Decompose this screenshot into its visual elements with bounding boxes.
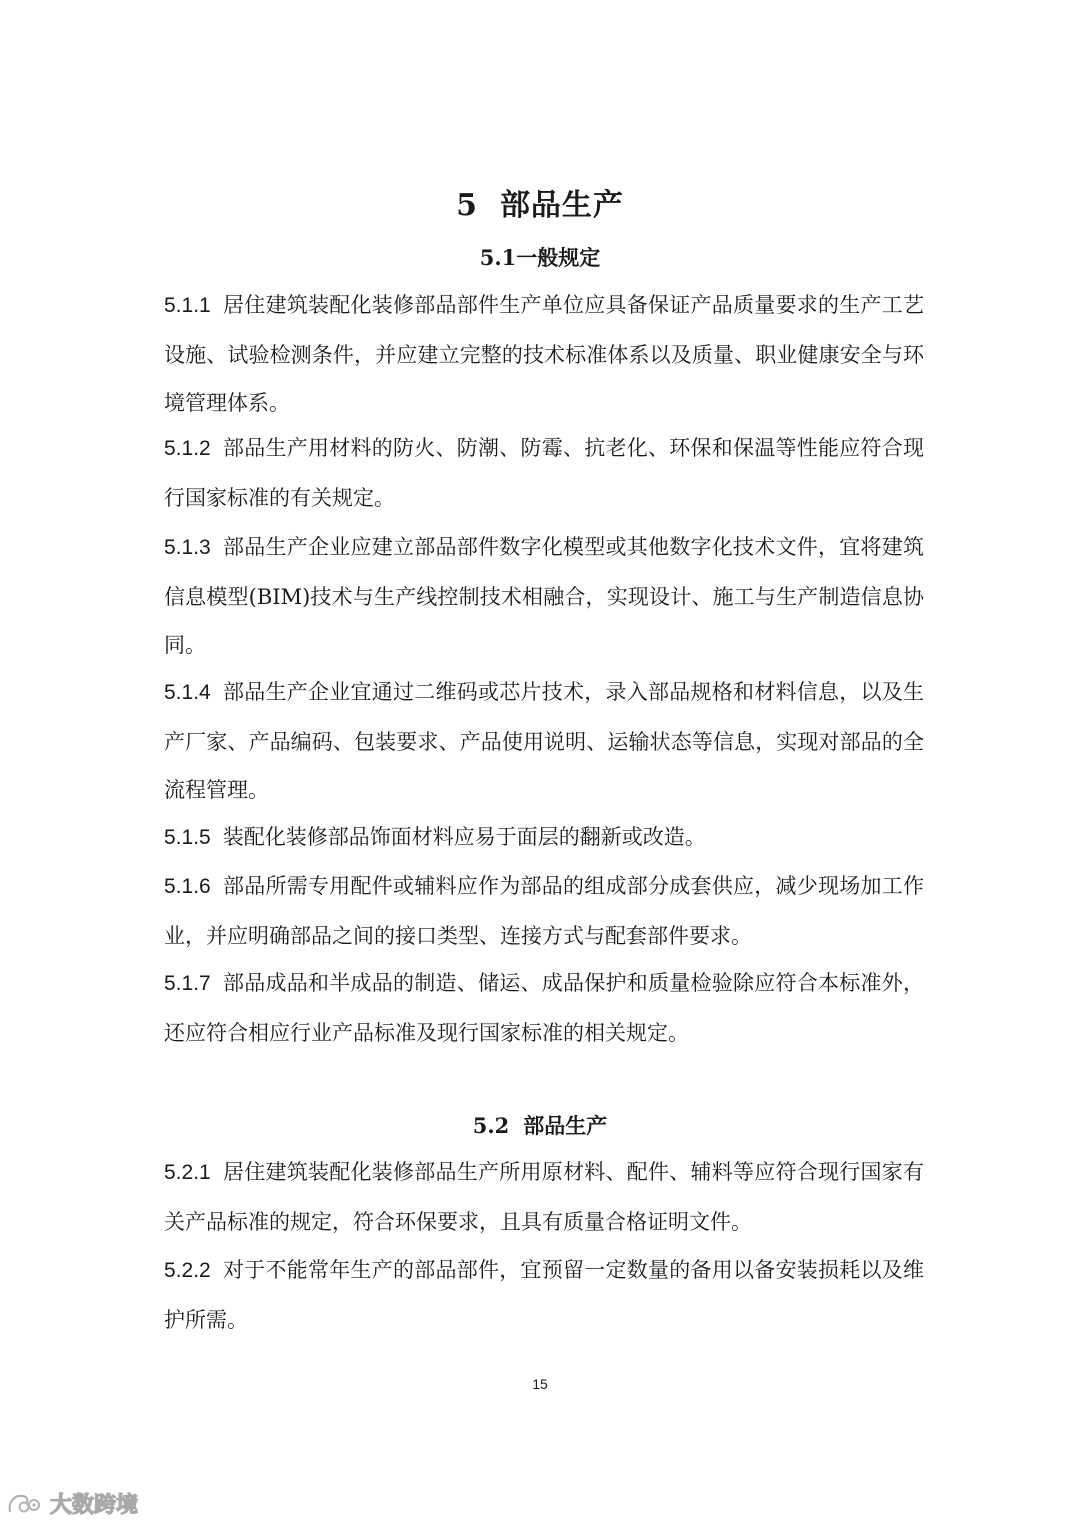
chapter-title [0, 180, 1080, 224]
clause-number: 5.1.6 [164, 875, 211, 898]
chapter-number: 5 [456, 188, 478, 223]
clause-text: 对于不能常年生产的部品部件，宜预留一定数量的备用以备安装损耗以及维护所需。 [164, 1258, 924, 1332]
clause-5-1-7 [164, 959, 924, 1057]
section-number: 5.1 [479, 245, 517, 270]
clause-number: 5.1.1 [164, 294, 211, 317]
clause-5-2-1 [164, 1148, 924, 1246]
clause-text: 部品生产企业应建立部品部件数字化模型或其他数字化技术文件，宜将建筑信息模型(BIM)技术与生产线控制技术相融合，实现设计、施工与生产制造信息协同。 [164, 535, 924, 657]
watermark-text: 大数跨境 [50, 1493, 139, 1518]
clause-text: 居住建筑装配化装修部品部件生产单位应具备保证产品质量要求的生产工艺设施、试验检测条件，并应建立完整的技术标准体系以及质量、职业健康安全与环境管理体系。 [164, 293, 924, 415]
clause-5-1-5 [164, 813, 924, 863]
clause-number: 5.1.7 [164, 972, 211, 995]
clause-number: 5.1.2 [164, 437, 211, 460]
clause-text: 部品成品和半成品的制造、储运、成品保护和质量检验除应符合本标准外，还应符合相应行业产品标准及现行国家标准的相关规定。 [164, 971, 924, 1045]
clause-5-1-2 [164, 424, 924, 522]
watermark [6, 1488, 138, 1519]
page-number: 15 [532, 1376, 548, 1392]
clause-5-1-1 [164, 281, 924, 428]
section-number: 5.2 [472, 1113, 510, 1138]
clause-text: 部品生产企业宜通过二维码或芯片技术，录入部品规格和材料信息，以及生产厂家、产品编码、包装要求、产品使用说明、运输状态等信息，实现对部品的全流程管理。 [164, 680, 924, 802]
clause-text: 装配化装修部品饰面材料应易于面层的翻新或改造。 [222, 825, 706, 849]
chapter-title-text: 部品生产 [499, 188, 624, 223]
section-title-text: 一般规定 [516, 245, 601, 270]
clause-number: 5.2.1 [164, 1161, 211, 1184]
clause-number: 5.2.2 [164, 1259, 211, 1282]
logo-icon [6, 1491, 44, 1517]
clause-5-2-2 [164, 1246, 924, 1344]
clause-number: 5.1.3 [164, 536, 211, 559]
section-title-5-1 [0, 242, 1080, 272]
clause-number: 5.1.5 [164, 826, 211, 849]
clause-5-1-3 [164, 523, 924, 670]
section-title-5-2 [0, 1110, 1080, 1140]
clause-5-1-4 [164, 668, 924, 815]
clause-text: 居住建筑装配化装修部品生产所用原材料、配件、辅料等应符合现行国家有关产品标准的规定，符合环保要求，且具有质量合格证明文件。 [164, 1160, 924, 1234]
section-title-text: 部品生产 [523, 1113, 608, 1138]
clause-text: 部品生产用材料的防火、防潮、防霉、抗老化、环保和保温等性能应符合现行国家标准的有关规定。 [164, 436, 924, 510]
clause-5-1-6 [164, 862, 924, 960]
clause-text: 部品所需专用配件或辅料应作为部品的组成部分成套供应，减少现场加工作业，并应明确部品之间的接口类型、连接方式与配套部件要求。 [164, 874, 924, 948]
clause-number: 5.1.4 [164, 681, 211, 704]
